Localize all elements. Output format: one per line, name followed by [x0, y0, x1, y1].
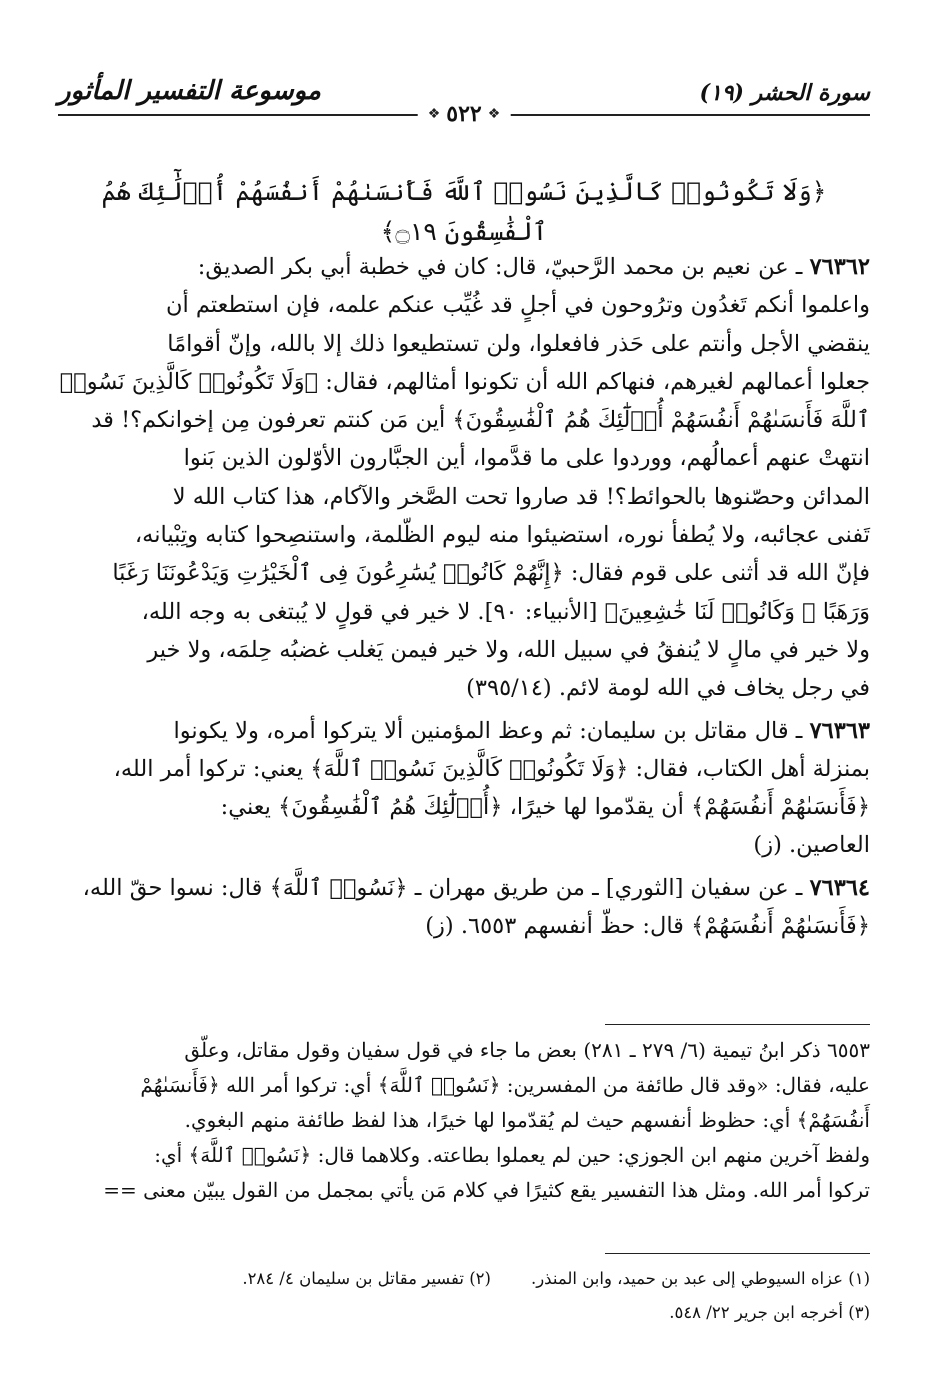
entry-number: ٧٦٣٦٣	[809, 717, 870, 744]
entry-line: بمنزلة أهل الكتاب، فقال: ﴿وَلَا تَكُونُوا۟ كَالَّذِينَ نَسُوا۟ ٱللَّهَ﴾ يعني: تركوا أمر الله،	[113, 755, 870, 782]
entry-line: ٧٦٣٦٣ ـ قال مقاتل بن سليمان: ثم وعظ المؤمنين ألا يتركوا أمره، ولا يكونوا	[173, 717, 870, 744]
commentary-line: تركوا أمر الله. ومثل هذا التفسير يقع كثيرًا في كلام مَن يأتي بمجمل من القول يبيّن معنى ==	[103, 1178, 870, 1202]
commentary-line: أَنفُسَهُمْ﴾ أي: حظوظ أنفسهم حيث لم يُقدّموا لها خيرًا، هذا لفظ طائفة منهم البغوي.	[184, 1108, 870, 1132]
entry-line: وَرَهَبًا ۖ وَكَانُوا۟ لَنَا خَٰشِعِينَ﴾ [الأنبياء: ٩٠]. لا خير في قولٍ لا يُبتغى به وجه الله،	[141, 598, 870, 625]
entry-line: ٧٦٣٦٢ ـ عن نعيم بن محمد الرَّحبيّ، قال: كان في خطبة أبي بكر الصديق:	[197, 254, 870, 280]
entry-line: تَفنى عجائبه، ولا يُطفأ نوره، استضيئوا منه ليوم الظّلمة، واستنصِحوا كتابه وتِبْيانه،	[134, 522, 870, 549]
entry-line: العاصين. (ز)	[753, 832, 870, 859]
entry-line: ٧٦٣٦٤ ـ عن سفيان [الثوري] ـ من طريق مهران ـ ﴿نَسُوا۟ ٱللَّهَ﴾ قال: نسوا حقّ الله،	[82, 874, 870, 901]
entry-line: المدائن وحصّنوها بالحوائط؟! قد صاروا تحت الصَّخر والآكام، هذا كتاب الله لا	[172, 483, 870, 510]
entry-number: ٧٦٣٦٤	[809, 874, 870, 901]
footnotes-rule	[605, 1253, 870, 1254]
entry-line: انتهتْ عنهم أعمالُهم، ووردوا على ما قدَّموا، أين الجبَّارون الأوّلون الذين بَنوا	[183, 445, 870, 472]
surah-label: سورة الحشر (١٩)	[699, 80, 870, 106]
entry-76362	[58, 248, 870, 708]
page-number: ٥٢٢	[446, 101, 482, 127]
footnote-row	[58, 1296, 870, 1330]
commentary-rule	[605, 1024, 870, 1025]
footnote-2: (٢) تفسير مقاتل بن سليمان ٤/ ٢٨٤.	[242, 1269, 491, 1288]
book-title: موسوعة التفسير المأثور	[58, 76, 321, 106]
footnote-1: (١) عزاه السيوطي إلى عبد بن حميد، وابن المنذر.	[530, 1269, 870, 1288]
ornament-left-icon: ❖	[427, 106, 441, 122]
footnote-row	[58, 1262, 870, 1296]
entry-line: جعلوا أعمالهم لغيرهم، فنهاكم الله أن تكونوا أمثالهم، فقال: ﴿وَلَا تَكُونُوا۟ كَالَّذِينَ نَسُوا۟	[59, 368, 870, 395]
footnotes	[58, 1262, 870, 1330]
entry-number: ٧٦٣٦٢	[809, 254, 870, 280]
entry-line: واعلموا أنكم تَغدُون وترُوحون في أجلٍ قد غُيِّب عنكم علمه، فإن استطعتم أن	[165, 292, 870, 319]
commentary-line: عليه، فقال: «وقد قال طائفة من المفسرين: ﴿نَسُوا۟ ٱللَّهَ﴾ أي: تركوا أمر الله ﴿فَأَنسَىٰهُمْ	[140, 1073, 870, 1097]
entry-line: ﴿فَأَنسَىٰهُمْ أَنفُسَهُمْ﴾ قال: حظّ أنفسهم ٦٥٥٣. (ز)	[425, 913, 870, 940]
entry-line: ولا خير في مالٍ لا يُنفقُ في سبيل الله، ولا خير فيمن يَغلب غضبُه حِلمَه، ولا خير	[147, 636, 870, 663]
commentary-note	[58, 1033, 870, 1208]
main-text	[58, 248, 870, 949]
entry-76364	[58, 869, 870, 946]
commentary-line: ولفظ آخرين منهم ابن الجوزي: حين لم يعملوا بطاعته. وكلاهما قال: ﴿نَسُوا۟ ٱللَّهَ﴾ أي:	[154, 1143, 870, 1167]
entry-line: ﴿فَأَنسَىٰهُمْ أَنفُسَهُمْ﴾ أن يقدّموا لها خيرًا، ﴿أُو۟لَٰٓئِكَ هُمُ ٱلْفَٰسِقُونَ﴾ يعني:	[220, 794, 870, 821]
entry-76363	[58, 712, 870, 865]
entry-line: ٱللَّهَ فَأَنسَىٰهُمْ أَنفُسَهُمْ أُو۟لَٰٓئِكَ هُمُ ٱلْفَٰسِقُونَ﴾ أين مَن كنتم تعرفون مِن إخوانكم؟! قد	[91, 407, 870, 434]
entry-line: ينقضي الأجل وأنتم على حَذر فافعلوا، ولن تستطيعوا ذلك إلا بالله، وإنّ أقوامًا	[167, 330, 870, 357]
footnote-3: (٣) أخرجه ابن جرير ٢٢/ ٥٤٨.	[669, 1303, 870, 1322]
entry-line: في رجل يخاف في الله لومة لائم. (٣٩٥/١٤)	[466, 675, 870, 702]
page-number-block	[418, 101, 511, 127]
commentary-line: ٦٥٥٣ ذكر ابنُ تيمية (٦/ ٢٧٩ ـ ٢٨١) بعض ما جاء في قول سفيان وقول مقاتل، وعلّق	[184, 1038, 870, 1062]
verse-heading: ﴿وَلَا تَكُونُوا۟ كَالَّذِينَ نَسُوا۟ ٱللَّهَ فَأَنسَىٰهُمْ أَنفُسَهُمْ أُو۟لَٰٓئِكَ هُمُ ٱلْفَٰسِقُونَ ۝١٩﴾	[101, 177, 827, 246]
entry-line: فإنّ الله قد أثنى على قوم فقال: ﴿إِنَّهُمْ كَانُوا۟ يُسَٰرِعُونَ فِى ٱلْخَيْرَٰتِ وَيَدْعُونَنَا رَغَبًا	[112, 560, 870, 587]
ornament-right-icon: ❖	[487, 106, 501, 122]
